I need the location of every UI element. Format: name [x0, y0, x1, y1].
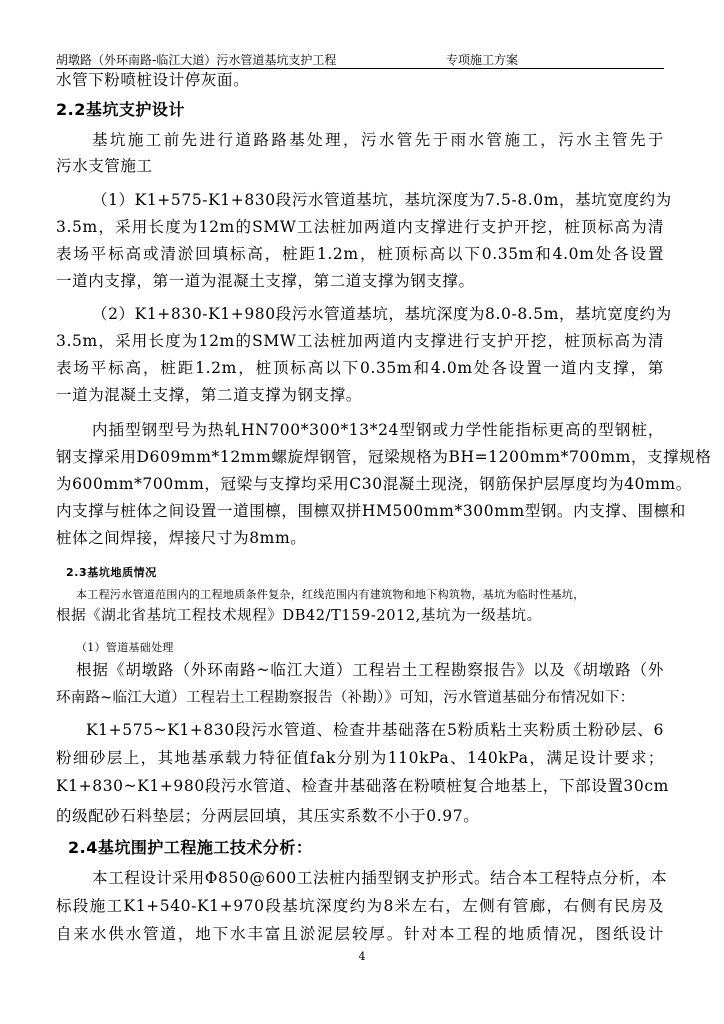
text-line: 自来水供水管道，地下水丰富且淤泥层较厚。针对本工程的地质情况，图纸设计 [56, 925, 664, 943]
text-line: K1+830~K1+980段污水管道、检查井基础落在粉喷桩复合地基上，下部设置30cm [56, 777, 669, 795]
text-line: 环南路~临江大道）工程岩土工程勘察报告（补勘）》可知，污水管道基础分布情况如下： [56, 690, 635, 706]
text-line: 本工程污水管道范围内的工程地质条件复杂，红线范围内有建筑物和地下构筑物，基坑为临时性基坑， [76, 588, 585, 601]
text-line: 3.5m，采用长度为12m的SMW工法桩加两道内支撑进行支护开挖，桩顶标高为清 [56, 332, 664, 350]
text-line: 表场平标高，桩距1.2m，桩顶标高以下0.35m和4.0m处各设置一道内支撑，第 [56, 359, 664, 377]
text-line: 基坑施工前先进行道路路基处理，污水管先于雨水管施工，污水主管先于 [92, 131, 664, 149]
text-line: 水管下粉喷桩设计停灰面。 [56, 71, 250, 89]
header-doc-type: 专项施工方案 [446, 53, 519, 67]
section-heading-2-3: 2.3基坑地质情况 [66, 566, 157, 579]
text-line: 内支撑与桩体之间设置一道围檩，围檩双拼HM500mm*300mm型钢。内支撑、围檩和 [56, 502, 686, 520]
text-line: 内插型钢型号为热轧HN700*300*13*24型钢或力学性能指标更高的型钢桩， [92, 421, 664, 439]
page-header [56, 50, 664, 69]
text-line: K1+575~K1+830段污水管道、检查井基础落在5粉质粘土夹粉质土粉砂层、6 [86, 721, 664, 739]
section-heading-2-4: 2.4基坑围护工程施工技术分析： [68, 838, 313, 857]
page-number: 4 [358, 950, 366, 963]
text-line: 标段施工K1+540-K1+970段基坑深度约为8米左右，左侧有管廊，右侧有民房及 [56, 897, 664, 915]
text-line: （2）K1+830-K1+980段污水管道基坑，基坑深度为8.0-8.5m，基坑宽度约为 [92, 305, 672, 323]
text-line: 污水支管施工 [56, 157, 153, 175]
text-line: 粉细砂层上，其地基承载力特征值fak分别为110kPa、140kPa，满足设计要求； [56, 749, 664, 767]
text-line: 桩体之间焊接，焊接尺寸为8mm。 [56, 529, 307, 547]
text-line: 根据《胡墩路（外环南路~临江大道）工程岩土工程勘察报告》以及《胡墩路（外 [76, 661, 664, 679]
text-line: 本工程设计采用Φ850@600工法桩内插型钢支护形式。结合本工程特点分析，本 [92, 869, 668, 887]
text-line: 表场平标高或清淤回填标高，桩距1.2m，桩顶标高以下0.35m和4.0m处各设置 [56, 245, 664, 263]
text-line: 一道内支撑，第一道为混凝土支撑，第二道支撑为钢支撑。 [56, 272, 475, 290]
subsection-heading: （1）管道基础处理 [76, 641, 174, 654]
text-line: 为600mm*700mm，冠梁与支撑均采用C30混凝土现浇，钢筋保护层厚度均为40mm。 [56, 475, 692, 493]
text-line: 3.5m，采用长度为12m的SMW工法桩加两道内支撑进行支护开挖，桩顶标高为清 [56, 218, 664, 236]
text-line: 钢支撑采用D609mm*12mm螺旋焊钢管，冠梁规格为BH=1200mm*700mm，支撑规格 [56, 448, 712, 466]
text-line: 一道为混凝土支撑，第二道支撑为钢支撑。 [56, 386, 362, 404]
text-line: 的级配砂石料垫层；分两层回填，其压实系数不小于0.97。 [56, 807, 480, 825]
section-heading-2-2: 2.2基坑支护设计 [56, 100, 185, 119]
header-project-title: 胡墩路（外环南路-临江大道）污水管道基坑支护工程 [56, 53, 337, 67]
text-line: （1）K1+575-K1+830段污水管道基坑，基坑深度为7.5-8.0m，基坑宽度约为 [92, 191, 672, 209]
text-line: 根据《湖北省基坑工程技术规程》DB42/T159-2012,基坑为一级基坑。 [56, 608, 542, 624]
